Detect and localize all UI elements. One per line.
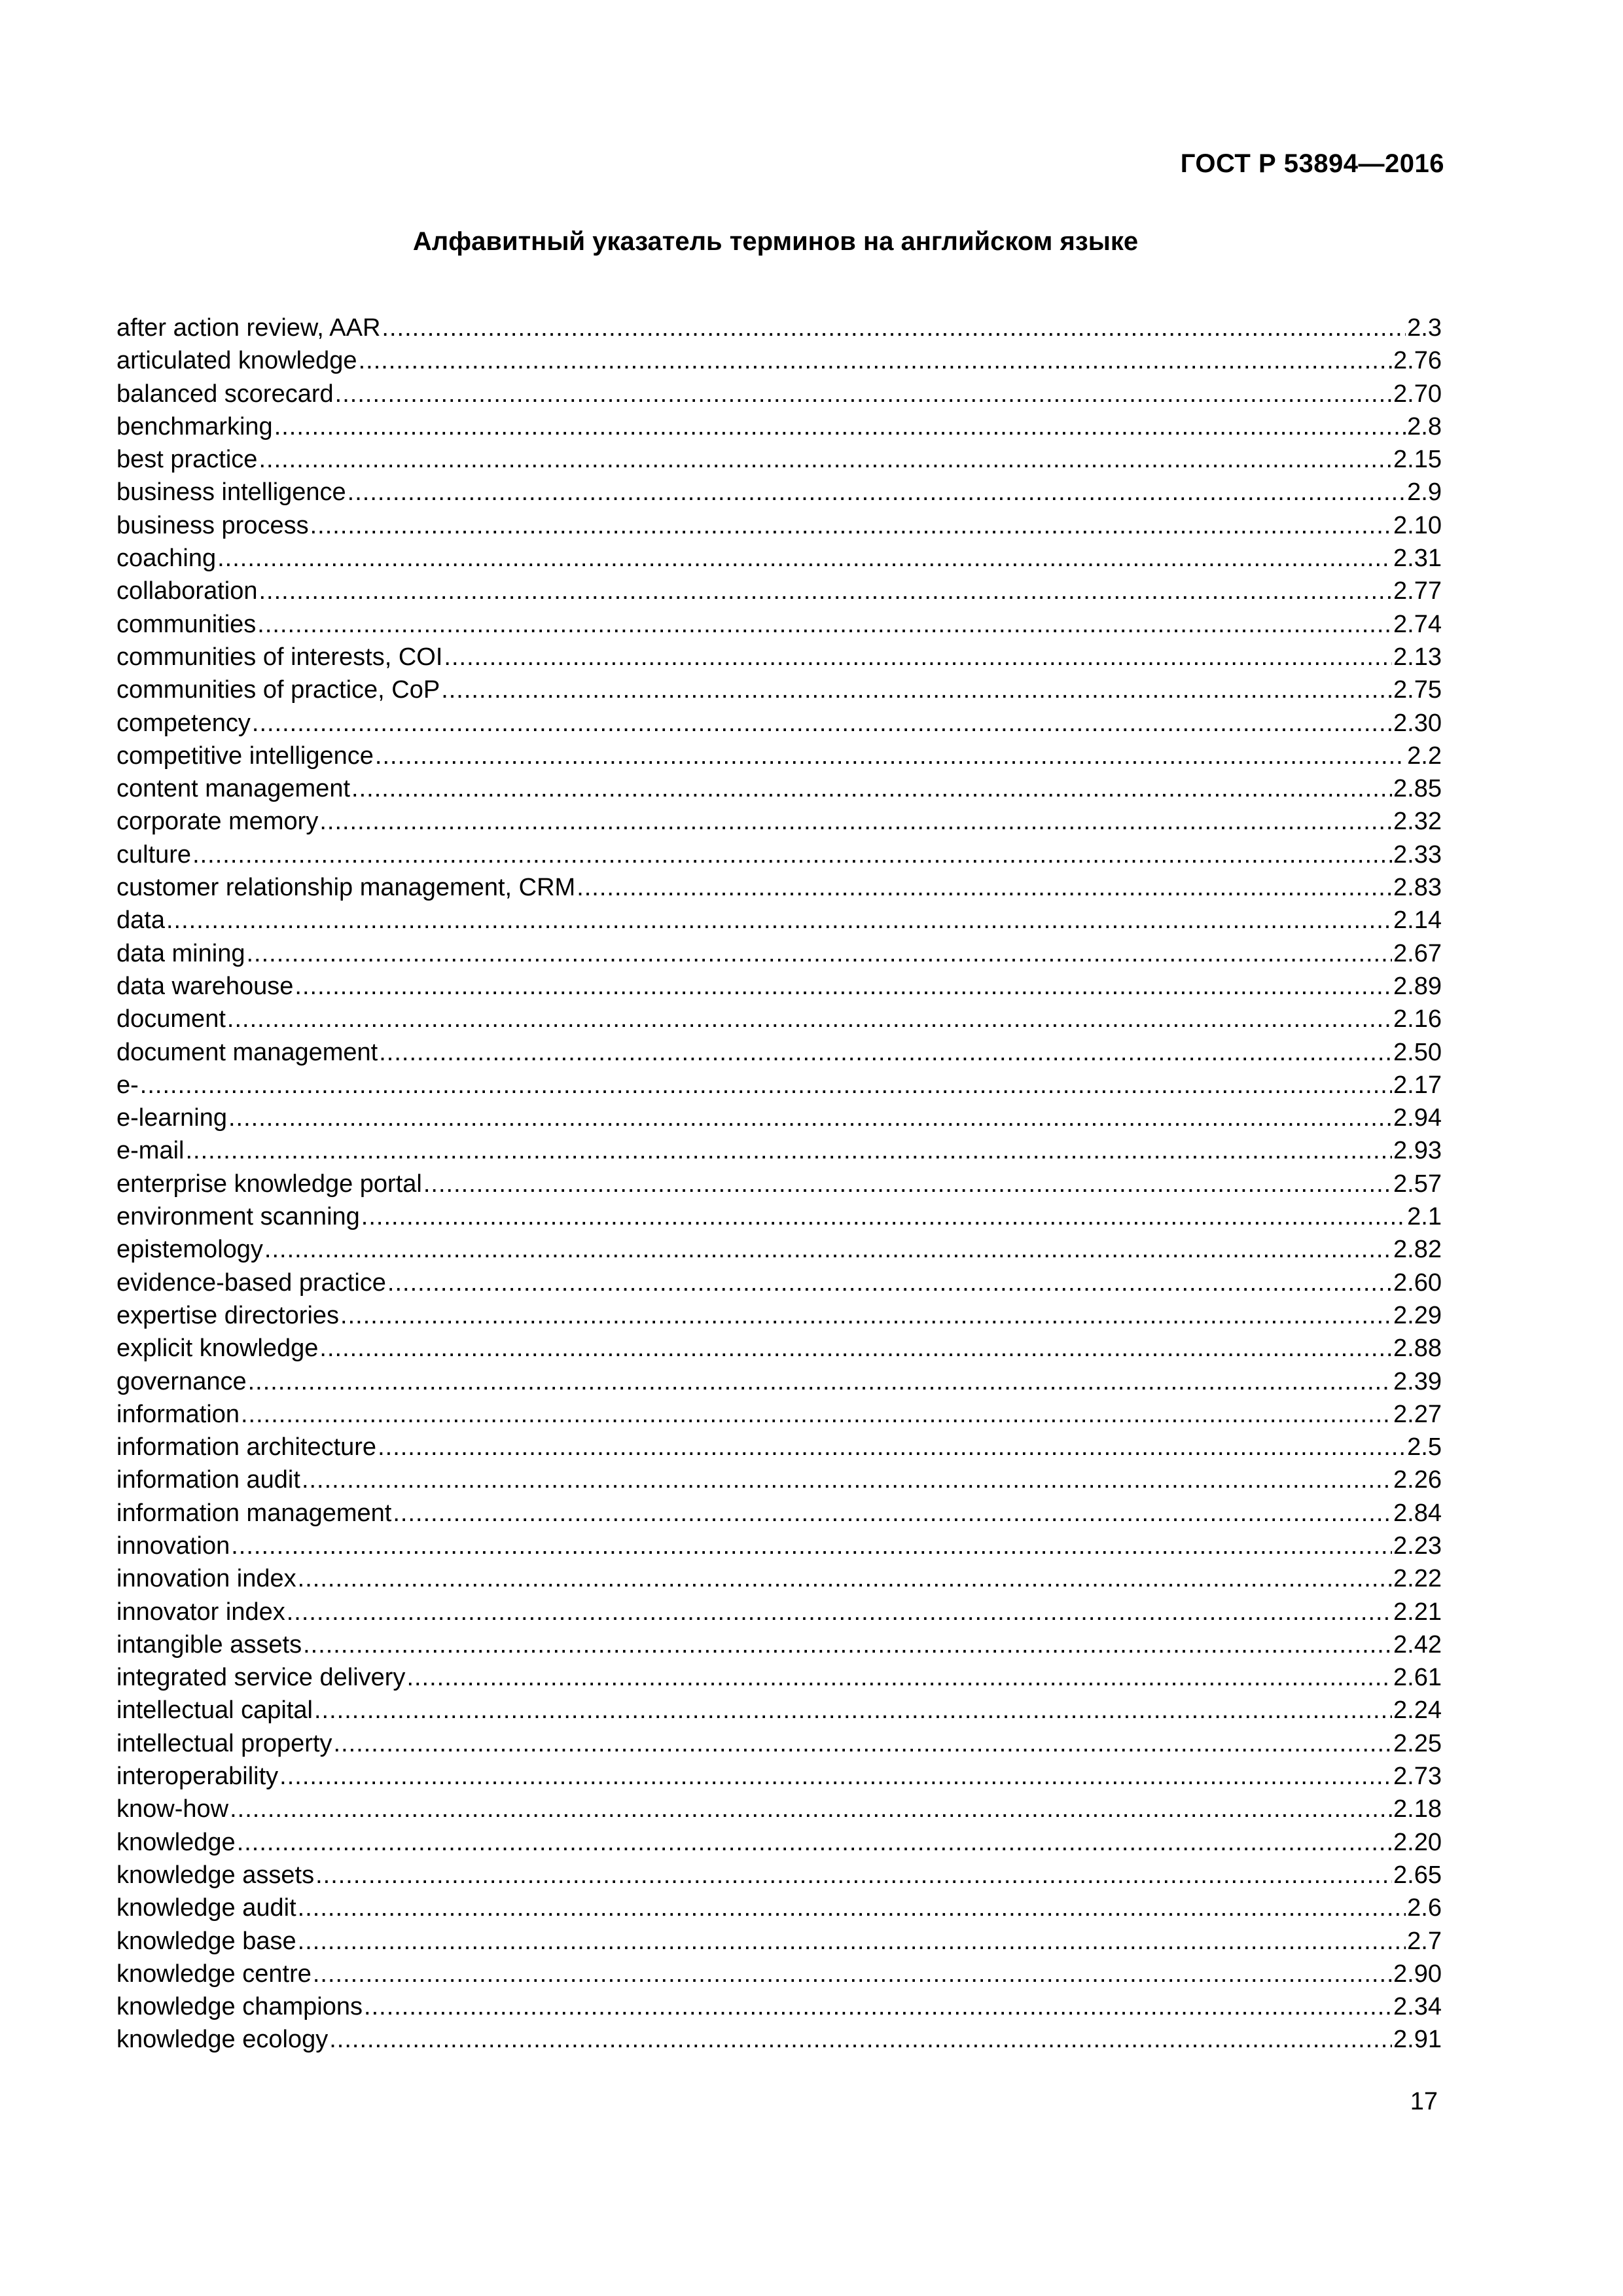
index-entry — [116, 1826, 1442, 1859]
index-entry — [116, 1628, 1442, 1661]
dot-leader — [248, 1365, 1392, 1398]
index-entry — [116, 1530, 1442, 1562]
index-entry — [116, 1990, 1442, 2023]
index-reference-number: 2.3 — [1407, 314, 1442, 342]
dot-leader — [185, 1134, 1392, 1167]
index-term: after action review, AAR — [116, 314, 381, 342]
dot-leader — [287, 1596, 1392, 1628]
term-index-list — [116, 312, 1442, 2056]
index-term: innovation index — [116, 1565, 296, 1593]
index-reference-number: 2.32 — [1393, 808, 1442, 836]
index-entry — [116, 1793, 1442, 1825]
index-reference-number: 2.20 — [1393, 1828, 1442, 1856]
index-reference-number: 2.2 — [1407, 742, 1442, 770]
dot-leader — [441, 673, 1392, 706]
index-entry — [116, 1661, 1442, 1694]
index-term: document management — [116, 1038, 378, 1066]
index-term: expertise directories — [116, 1301, 340, 1329]
dot-leader — [310, 509, 1392, 542]
index-reference-number: 2.61 — [1393, 1664, 1442, 1692]
index-entry — [116, 1134, 1442, 1167]
index-term: knowledge — [116, 1828, 236, 1856]
index-reference-number: 2.24 — [1393, 1696, 1442, 1725]
index-entry — [116, 542, 1442, 575]
index-term: knowledge base — [116, 1927, 296, 1955]
document-header: ГОСТ Р 53894—2016 — [1180, 149, 1444, 178]
index-term: communities of practice, CoP — [116, 676, 440, 704]
index-reference-number: 2.67 — [1393, 939, 1442, 967]
index-entry — [116, 1431, 1442, 1463]
dot-leader — [241, 1398, 1392, 1431]
dot-leader — [382, 312, 1406, 344]
index-reference-number: 2.74 — [1393, 610, 1442, 638]
dot-leader — [393, 1497, 1392, 1530]
index-entry — [116, 1892, 1442, 1924]
index-reference-number: 2.7 — [1407, 1927, 1442, 1955]
dot-leader — [406, 1661, 1392, 1694]
dot-leader — [166, 904, 1392, 937]
dot-leader — [140, 1069, 1392, 1102]
index-term: information architecture — [116, 1433, 377, 1462]
index-entry — [116, 1299, 1442, 1332]
index-entry — [116, 443, 1442, 476]
index-entry — [116, 1596, 1442, 1628]
index-reference-number: 2.9 — [1407, 478, 1442, 507]
index-entry — [116, 1266, 1442, 1299]
dot-leader — [246, 937, 1392, 970]
dot-leader — [298, 1562, 1392, 1595]
index-reference-number: 2.60 — [1393, 1268, 1442, 1297]
index-term: competitive intelligence — [116, 742, 374, 770]
index-entry — [116, 1102, 1442, 1134]
index-term: e-mail — [116, 1137, 185, 1165]
index-reference-number: 2.89 — [1393, 972, 1442, 1000]
index-term: competency — [116, 709, 251, 737]
index-reference-number: 2.42 — [1393, 1630, 1442, 1659]
index-term: business intelligence — [116, 478, 346, 507]
index-reference-number: 2.76 — [1393, 347, 1442, 375]
index-entry — [116, 608, 1442, 641]
index-reference-number: 2.15 — [1393, 446, 1442, 474]
index-reference-number: 2.39 — [1393, 1367, 1442, 1395]
index-entry — [116, 805, 1442, 838]
dot-leader — [298, 1892, 1406, 1924]
index-term: epistemology — [116, 1236, 263, 1264]
index-term: information audit — [116, 1466, 300, 1494]
dot-leader — [361, 1200, 1406, 1233]
index-reference-number: 2.13 — [1393, 643, 1442, 671]
dot-leader — [423, 1168, 1392, 1200]
index-entry — [116, 1365, 1442, 1398]
index-entry — [116, 1958, 1442, 1990]
index-reference-number: 2.88 — [1393, 1335, 1442, 1363]
index-entry — [116, 1562, 1442, 1595]
index-reference-number: 2.25 — [1393, 1729, 1442, 1757]
dot-leader — [359, 344, 1392, 377]
dot-leader — [231, 1530, 1392, 1562]
index-term: corporate memory — [116, 808, 319, 836]
dot-leader — [334, 1727, 1393, 1760]
index-term: customer relationship management, CRM — [116, 874, 576, 902]
index-term: know-how — [116, 1795, 229, 1823]
index-entry — [116, 509, 1442, 542]
index-entry — [116, 312, 1442, 344]
index-entry — [116, 1497, 1442, 1530]
index-entry — [116, 1332, 1442, 1365]
index-reference-number: 2.31 — [1393, 545, 1442, 573]
dot-leader — [340, 1299, 1392, 1332]
index-reference-number: 2.93 — [1393, 1137, 1442, 1165]
index-entry — [116, 1859, 1442, 1892]
index-reference-number: 2.91 — [1393, 2026, 1442, 2054]
index-reference-number: 2.29 — [1393, 1301, 1442, 1329]
index-reference-number: 2.22 — [1393, 1565, 1442, 1593]
page-number: 17 — [1410, 2088, 1438, 2115]
dot-leader — [217, 542, 1392, 575]
dot-leader — [279, 1760, 1392, 1793]
index-reference-number: 2.70 — [1393, 380, 1442, 408]
index-term: balanced scorecard — [116, 380, 334, 408]
dot-leader — [230, 1793, 1392, 1825]
index-term: data warehouse — [116, 972, 294, 1000]
index-term: knowledge ecology — [116, 2026, 329, 2054]
dot-leader — [303, 1628, 1392, 1661]
index-entry — [116, 476, 1442, 509]
index-reference-number: 2.73 — [1393, 1763, 1442, 1791]
index-reference-number: 2.50 — [1393, 1038, 1442, 1066]
index-term: communities of interests, COI — [116, 643, 443, 671]
index-term: benchmarking — [116, 412, 273, 440]
index-reference-number: 2.23 — [1393, 1532, 1442, 1560]
index-reference-number: 2.14 — [1393, 906, 1442, 935]
index-term: knowledge assets — [116, 1861, 315, 1889]
index-term: interoperability — [116, 1763, 279, 1791]
index-entry — [116, 838, 1442, 871]
index-term: knowledge champions — [116, 1993, 363, 2021]
dot-leader — [378, 1431, 1406, 1463]
dot-leader — [348, 476, 1406, 509]
dot-leader — [577, 871, 1392, 904]
index-entry — [116, 707, 1442, 740]
index-entry — [116, 1727, 1442, 1760]
dot-leader — [274, 410, 1406, 443]
index-entry — [116, 970, 1442, 1003]
dot-leader — [319, 1332, 1392, 1365]
dot-leader — [227, 1003, 1392, 1035]
dot-leader — [298, 1925, 1406, 1958]
index-term: intellectual capital — [116, 1696, 313, 1725]
index-reference-number: 2.77 — [1393, 577, 1442, 605]
index-reference-number: 2.83 — [1393, 874, 1442, 902]
index-term: environment scanning — [116, 1203, 360, 1231]
index-term: collaboration — [116, 577, 258, 605]
index-reference-number: 2.27 — [1393, 1400, 1442, 1428]
index-reference-number: 2.1 — [1407, 1203, 1442, 1231]
index-entry — [116, 1069, 1442, 1102]
index-term: innovation — [116, 1532, 230, 1560]
index-term: data mining — [116, 939, 245, 967]
index-reference-number: 2.6 — [1407, 1894, 1442, 1922]
dot-leader — [329, 2023, 1392, 2056]
index-term: knowledge centre — [116, 1960, 312, 1988]
index-reference-number: 2.21 — [1393, 1598, 1442, 1626]
index-term: governance — [116, 1367, 247, 1395]
index-term: intangible assets — [116, 1630, 302, 1659]
dot-leader — [237, 1826, 1392, 1859]
dot-leader — [259, 575, 1392, 607]
index-term: document — [116, 1005, 226, 1033]
index-reference-number: 2.82 — [1393, 1236, 1442, 1264]
dot-leader — [315, 1859, 1392, 1892]
dot-leader — [319, 805, 1392, 838]
index-entry — [116, 410, 1442, 443]
index-term: information management — [116, 1499, 392, 1527]
index-term: data — [116, 906, 165, 935]
index-entry — [116, 1694, 1442, 1727]
index-reference-number: 2.16 — [1393, 1005, 1442, 1033]
index-entry — [116, 1925, 1442, 1958]
index-entry — [116, 1233, 1442, 1266]
index-entry — [116, 2023, 1442, 2056]
index-term: content management — [116, 775, 351, 803]
index-reference-number: 2.57 — [1393, 1170, 1442, 1198]
index-entry — [116, 1036, 1442, 1069]
dot-leader — [335, 378, 1392, 410]
dot-leader — [379, 1036, 1392, 1069]
index-term: coaching — [116, 545, 217, 573]
index-entry — [116, 1463, 1442, 1496]
index-entry — [116, 772, 1442, 805]
index-term: business process — [116, 511, 309, 539]
dot-leader — [444, 641, 1392, 673]
index-reference-number: 2.94 — [1393, 1104, 1442, 1132]
index-entry — [116, 740, 1442, 772]
index-entry — [116, 871, 1442, 904]
index-term: knowledge audit — [116, 1894, 296, 1922]
index-entry — [116, 1760, 1442, 1793]
index-entry — [116, 575, 1442, 607]
index-entry — [116, 344, 1442, 377]
index-term: culture — [116, 840, 192, 869]
dot-leader — [228, 1102, 1392, 1134]
index-entry — [116, 641, 1442, 673]
dot-leader — [259, 443, 1392, 476]
index-entry — [116, 1003, 1442, 1035]
index-reference-number: 2.33 — [1393, 840, 1442, 869]
index-term: e- — [116, 1071, 139, 1099]
index-reference-number: 2.5 — [1407, 1433, 1442, 1462]
dot-leader — [375, 740, 1406, 772]
index-title: Алфавитный указатель терминов на английском языке — [412, 227, 1139, 256]
index-term: information — [116, 1400, 240, 1428]
dot-leader — [387, 1266, 1392, 1299]
dot-leader — [264, 1233, 1392, 1266]
dot-leader — [252, 707, 1392, 740]
dot-leader — [313, 1958, 1392, 1990]
index-reference-number: 2.75 — [1393, 676, 1442, 704]
dot-leader — [351, 772, 1392, 805]
index-reference-number: 2.8 — [1407, 412, 1442, 440]
index-entry — [116, 378, 1442, 410]
index-term: enterprise knowledge portal — [116, 1170, 422, 1198]
index-reference-number: 2.90 — [1393, 1960, 1442, 1988]
dot-leader — [257, 608, 1392, 641]
index-reference-number: 2.85 — [1393, 775, 1442, 803]
dot-leader — [294, 970, 1392, 1003]
index-term: articulated knowledge — [116, 347, 357, 375]
index-term: integrated service delivery — [116, 1664, 406, 1692]
index-reference-number: 2.10 — [1393, 511, 1442, 539]
index-term: best practice — [116, 446, 258, 474]
index-entry — [116, 1398, 1442, 1431]
dot-leader — [302, 1463, 1392, 1496]
index-term: intellectual property — [116, 1729, 332, 1757]
index-reference-number: 2.26 — [1393, 1466, 1442, 1494]
index-term: e-learning — [116, 1104, 227, 1132]
index-entry — [116, 904, 1442, 937]
index-term: evidence-based practice — [116, 1268, 386, 1297]
index-term: innovator index — [116, 1598, 285, 1626]
index-entry — [116, 673, 1442, 706]
index-reference-number: 2.18 — [1393, 1795, 1442, 1823]
index-entry — [116, 1200, 1442, 1233]
index-reference-number: 2.30 — [1393, 709, 1442, 737]
index-term: communities — [116, 610, 257, 638]
dot-leader — [314, 1694, 1392, 1727]
index-entry — [116, 937, 1442, 970]
index-term: explicit knowledge — [116, 1335, 319, 1363]
dot-leader — [192, 838, 1392, 871]
index-reference-number: 2.84 — [1393, 1499, 1442, 1527]
index-reference-number: 2.34 — [1393, 1993, 1442, 2021]
index-reference-number: 2.17 — [1393, 1071, 1442, 1099]
dot-leader — [364, 1990, 1392, 2023]
index-reference-number: 2.65 — [1393, 1861, 1442, 1889]
index-entry — [116, 1168, 1442, 1200]
